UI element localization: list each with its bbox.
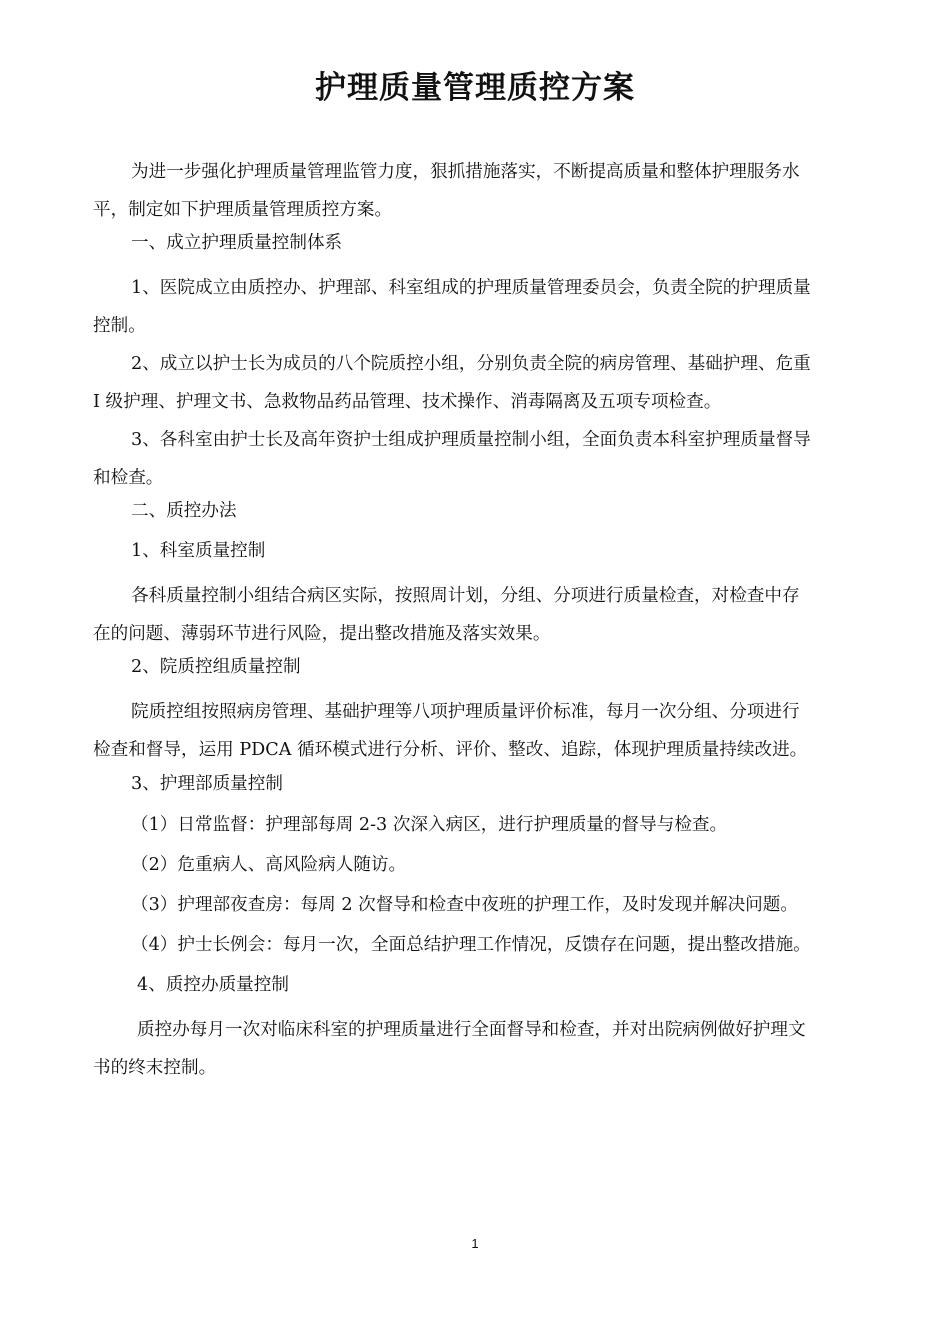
list-item-2-3-1: （1）日常监督：护理部每周 2-3 次深入病区，进行护理质量的督导与检查。 — [131, 815, 728, 835]
paragraph-1-2-line-1: 2、成立以护士长为成员的八个院质控小组，分别负责全院的病房管理、基础护理、危重 — [131, 354, 811, 374]
paragraph-1-1-line-2: 控制。 — [93, 316, 146, 336]
subsection-heading-2-2: 2、院质控组质量控制 — [131, 657, 301, 677]
paragraph-1-1-line-1: 1、医院成立由质控办、护理部、科室组成的护理质量管理委员会，负责全院的护理质量 — [131, 278, 811, 298]
list-item-2-3-2: （2）危重病人、高风险病人随访。 — [131, 855, 407, 875]
paragraph-2-4-line-1: 质控办每月一次对临床科室的护理质量进行全面督导和检查，并对出院病例做好护理文 — [137, 1020, 806, 1040]
paragraph-2-1-line-2: 在的问题、薄弱环节进行风险，提出整改措施及落实效果。 — [93, 624, 551, 644]
subsection-heading-2-4: 4、质控办质量控制 — [137, 975, 289, 995]
paragraph-2-2-line-2: 检查和督导，运用 PDCA 循环模式进行分析、评价、整改、追踪，体现护理质量持续改进。 — [93, 740, 808, 760]
section-heading-2: 二、质控办法 — [131, 501, 237, 521]
paragraph-1-3-line-2: 和检查。 — [93, 468, 164, 488]
subsection-heading-2-1: 1、科室质量控制 — [131, 541, 266, 561]
page-number: 1 — [471, 1236, 479, 1251]
paragraph-1-2-line-2: I 级护理、护理文书、急救物品药品管理、技术操作、消毒隔离及五项专项检查。 — [93, 392, 722, 412]
paragraph-2-2-line-1: 院质控组按照病房管理、基础护理等八项护理质量评价标准，每月一次分组、分项进行 — [131, 702, 800, 722]
list-item-2-3-3: （3）护理部夜查房：每周 2 次督导和检查中夜班的护理工作，及时发现并解决问题。 — [131, 895, 798, 915]
intro-line-2: 平，制定如下护理质量管理质控方案。 — [93, 200, 393, 220]
section-heading-1: 一、成立护理质量控制体系 — [131, 233, 343, 253]
paragraph-2-1-line-1: 各科质量控制小组结合病区实际，按照周计划，分组、分项进行质量检查，对检查中存 — [131, 586, 800, 606]
document-title: 护理质量管理质控方案 — [315, 70, 635, 106]
paragraph-2-4-line-2: 书的终末控制。 — [93, 1058, 217, 1078]
subsection-heading-2-3: 3、护理部质量控制 — [131, 774, 283, 794]
intro-line-1: 为进一步强化护理质量管理监管力度，狠抓措施落实，不断提高质量和整体护理服务水 — [131, 162, 800, 182]
paragraph-1-3-line-1: 3、各科室由护士长及高年资护士组成护理质量控制小组，全面负责本科室护理质量督导 — [131, 430, 811, 450]
list-item-2-3-4: （4）护士长例会：每月一次，全面总结护理工作情况，反馈存在问题，提出整改措施。 — [131, 935, 811, 955]
